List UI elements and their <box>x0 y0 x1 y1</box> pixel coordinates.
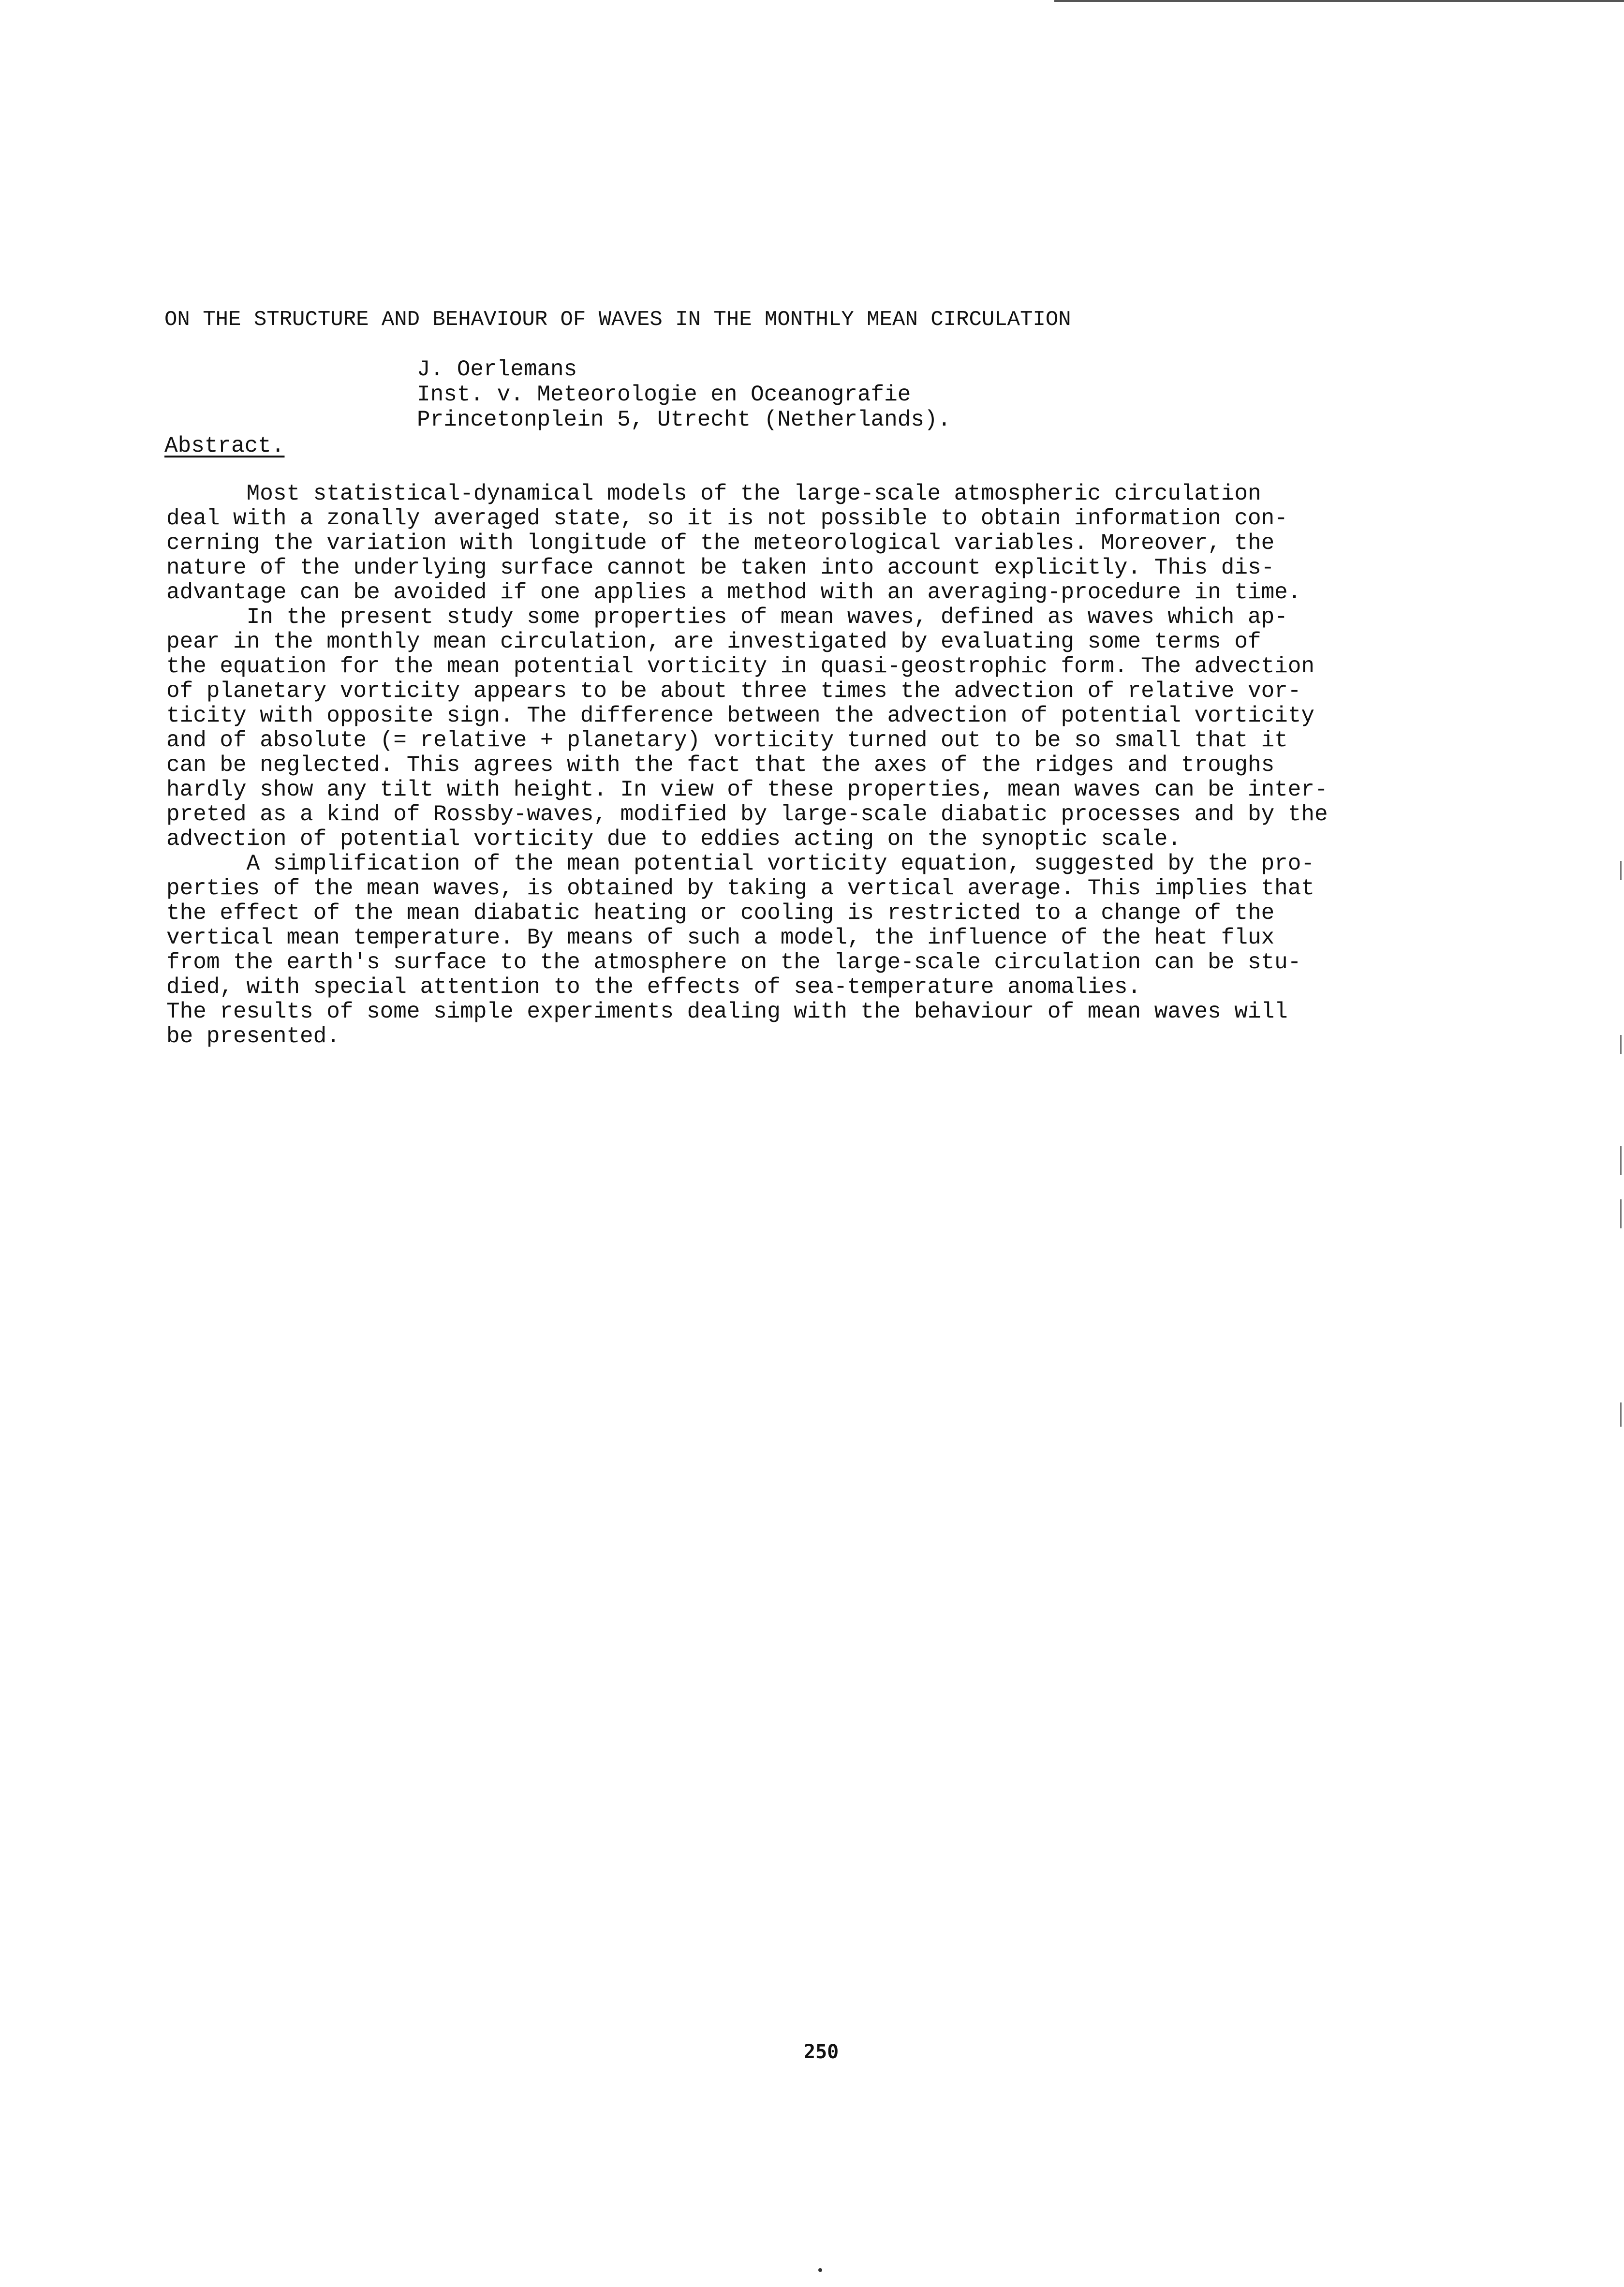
abstract-line: died, with special attention to the effects of sea-temperature anomalies. <box>166 974 1141 1000</box>
abstract-line: the effect of the mean diabatic heating or cooling is restricted to a change of the <box>166 900 1275 926</box>
abstract-line: preted as a kind of Rossby-waves, modified by large-scale diabatic processes and by the <box>166 802 1328 827</box>
page-number: 250 <box>804 2041 839 2063</box>
abstract-body <box>166 482 1472 1049</box>
scan-speck <box>818 2268 822 2272</box>
top-edge-rule <box>1054 0 1624 2</box>
abstract-line: In the present study some properties of mean waves, defined as waves which ap- <box>166 605 1288 630</box>
author-block <box>417 357 951 432</box>
author-name: J. Oerlemans <box>417 357 577 382</box>
abstract-line: cerning the variation with longitude of the meteorological variables. Moreover, the <box>166 531 1275 556</box>
abstract-line: Most statistical-dynamical models of the large-scale atmospheric circulation <box>166 481 1261 506</box>
abstract-line: deal with a zonally averaged state, so it is not possible to obtain information con- <box>166 506 1288 531</box>
abstract-line: ticity with opposite sign. The difference between the advection of potential vorticity <box>166 703 1314 728</box>
abstract-line: and of absolute (= relative + planetary) vorticity turned out to be so small that it <box>166 728 1288 753</box>
author-address: Princetonplein 5, Utrecht (Netherlands). <box>417 407 951 432</box>
scan-edge-mark <box>1620 1146 1622 1175</box>
scan-edge-mark <box>1620 1199 1622 1228</box>
abstract-line: The results of some simple experiments dealing with the behaviour of mean waves will <box>166 999 1288 1024</box>
abstract-line: A simplification of the mean potential vorticity equation, suggested by the pro- <box>166 851 1314 876</box>
scan-edge-mark <box>1620 861 1622 880</box>
abstract-line: can be neglected. This agrees with the fact that the axes of the ridges and troughs <box>166 752 1275 778</box>
abstract-line: from the earth's surface to the atmosphere on the large-scale circulation can be stu- <box>166 950 1301 975</box>
abstract-heading: Abstract. <box>164 433 285 458</box>
abstract-line: be presented. <box>166 1024 340 1049</box>
abstract-line: pear in the monthly mean circulation, are investigated by evaluating some terms of <box>166 629 1261 654</box>
abstract-line: vertical mean temperature. By means of such a model, the influence of the heat flux <box>166 925 1275 950</box>
abstract-line: perties of the mean waves, is obtained by taking a vertical average. This implies that <box>166 876 1314 901</box>
scan-edge-mark <box>1620 1402 1622 1427</box>
abstract-line: the equation for the mean potential vorticity in quasi-geostrophic form. The advection <box>166 654 1314 679</box>
abstract-line: hardly show any tilt with height. In view of these properties, mean waves can be inter- <box>166 777 1328 802</box>
author-institute: Inst. v. Meteorologie en Oceanografie <box>417 382 911 407</box>
abstract-line: advantage can be avoided if one applies a method with an averaging-procedure in time. <box>166 580 1301 605</box>
paper-title: ON THE STRUCTURE AND BEHAVIOUR OF WAVES IN THE MONTHLY MEAN CIRCULATION <box>164 308 1071 332</box>
abstract-line: nature of the underlying surface cannot be taken into account explicitly. This dis- <box>166 555 1275 580</box>
abstract-line: of planetary vorticity appears to be about three times the advection of relative vor- <box>166 679 1301 704</box>
scan-edge-mark <box>1620 1035 1622 1054</box>
abstract-line: advection of potential vorticity due to eddies acting on the synoptic scale. <box>166 826 1181 852</box>
